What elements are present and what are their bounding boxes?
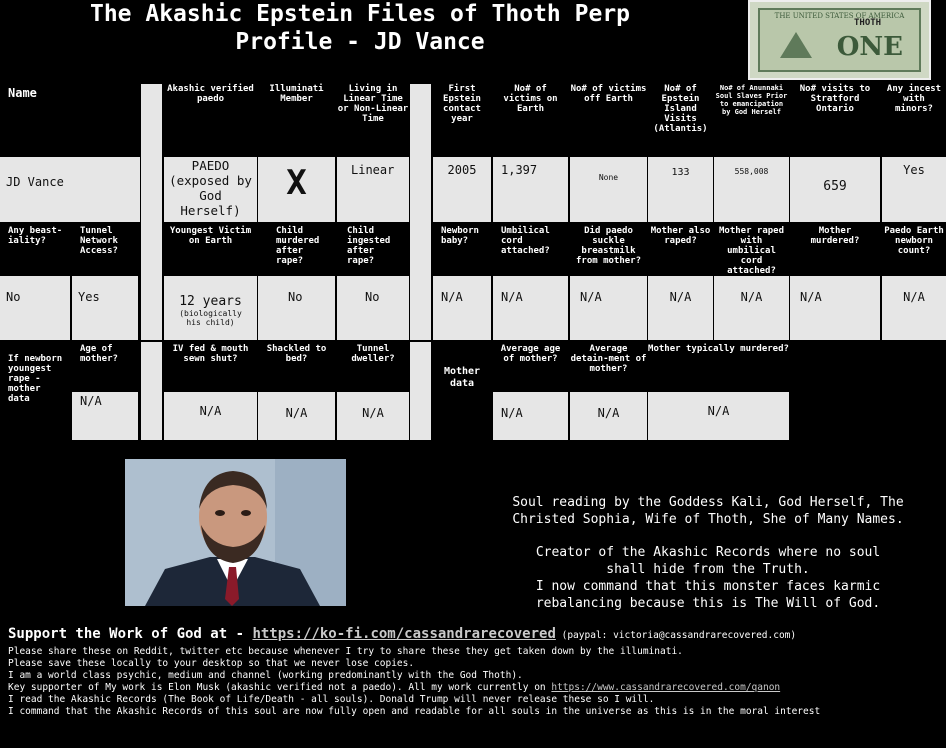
- value-victims-earth: 1,397: [493, 157, 568, 222]
- header-anunnaki: No# of Anunnaki Soul Slaves Prior to emancipation by God Herself: [715, 84, 788, 116]
- header-incest: Any incest with minors?: [886, 84, 942, 114]
- header-newborn-mother-data: If newborn youngest rape - mother data: [8, 354, 63, 404]
- bill-handwriting: THOTH: [854, 18, 882, 28]
- value-mother-raped-cord: N/A: [714, 276, 789, 340]
- header-illuminati: Illuminati Member: [269, 84, 324, 104]
- qanon-link[interactable]: https://www.cassandrarecovered.com/qanon: [551, 682, 781, 693]
- header-mother-raped: Mother also raped?: [650, 226, 711, 246]
- header-avg-detain: Average detain-ment of mother?: [570, 344, 647, 374]
- value-victims-off: None: [570, 157, 647, 222]
- value-shackled: N/A: [258, 392, 335, 440]
- value-avg-detain: N/A: [570, 392, 647, 440]
- value-stratford: 659: [790, 157, 880, 222]
- value-murdered: No: [258, 276, 335, 340]
- header-linear: Living in Linear Time or Non-Linear Time: [337, 84, 409, 124]
- header-newborn: Newborn baby?: [441, 226, 479, 246]
- value-linear: Linear: [337, 157, 409, 222]
- header-mother-murdered: Mother murdered?: [810, 226, 860, 246]
- header-avg-age: Average age of mother?: [500, 344, 561, 364]
- value-mother-raped: N/A: [648, 276, 713, 340]
- value-typically-murdered: N/A: [648, 392, 789, 440]
- support-line: [8, 628, 796, 642]
- footer-line1: Please share these on Reddit, twitter etc because whenever I try to share these they get taken down by the illuminati.: [8, 646, 683, 657]
- value-tunnel: Yes: [72, 276, 138, 340]
- page-title-line1: The Akashic Epstein Files of Thoth Perp: [89, 1, 631, 27]
- header-akashic: Akashic verified paedo: [167, 84, 254, 104]
- spacer-col-6: [410, 342, 431, 440]
- footer-line5: I read the Akashic Records (The Book of Life/Death - all souls). Donald Trump will never release these so I will.: [8, 694, 655, 705]
- header-mother-raped-cord: Mother raped with umbilical cord attached?: [718, 226, 785, 274]
- footer-line4: [8, 682, 780, 694]
- value-suckle: N/A: [570, 276, 647, 340]
- header-umbilical: Umbilical cord attached?: [501, 226, 550, 256]
- value-youngest-note: (biologically his child): [179, 309, 242, 327]
- footer-line3: I am a world class psychic, medium and channel (working predominantly with the God Thoth).: [8, 670, 523, 681]
- header-age-mother: Age of mother?: [80, 344, 118, 364]
- value-mother-murdered: N/A: [790, 276, 880, 340]
- kofi-link[interactable]: https://ko-fi.com/cassandrarecovered: [252, 626, 556, 642]
- bill-frame: [758, 8, 921, 72]
- header-suckle: Did paedo suckle breastmilk from mother?: [575, 226, 642, 266]
- header-shackled: Shackled to bed?: [266, 344, 327, 364]
- footer-line2: Please save these locally to your desktop so that we never lose copies.: [8, 658, 415, 669]
- footer-line6: I command that the Akashic Records of this soul are now fully open and readable for all souls in the universe as this is in the moral interest: [8, 706, 821, 717]
- value-youngest-cell: [164, 276, 257, 340]
- soul-line4: shall hide from the Truth.: [606, 562, 810, 577]
- footer-line4-text: Key supporter of My work is Elon Musk (akashic verified not a paedo). All my work currently on: [8, 682, 552, 693]
- pyramid-icon: [780, 32, 812, 58]
- value-illuminati: X: [258, 157, 335, 222]
- header-name: Name: [8, 86, 37, 100]
- soul-line2: Christed Sophia, Wife of Thoth, She of Many Names.: [512, 512, 904, 527]
- support-prefix: Support the Work of God at -: [8, 626, 253, 642]
- header-tunnel-dweller: Tunnel dweller?: [351, 344, 395, 364]
- value-iv-fed: N/A: [164, 392, 257, 440]
- portrait-photo: [125, 459, 346, 606]
- spacer-col: [141, 84, 162, 224]
- header-beast: Any beast-iality?: [8, 226, 63, 246]
- header-victims-earth: No# of victims on Earth: [503, 84, 558, 114]
- header-typically-murdered: Mother typically murdered?: [648, 344, 789, 354]
- value-anunnaki: 558,008: [714, 157, 789, 222]
- value-name: JD Vance: [0, 157, 140, 222]
- value-newborn: N/A: [433, 276, 491, 340]
- page-title-line2: Profile - JD Vance: [235, 29, 485, 55]
- header-youngest: Youngest Victim on Earth: [169, 226, 252, 246]
- bill-word: ONE: [836, 32, 903, 62]
- header-stratford: No# visits to Stratford Ontario: [799, 84, 871, 114]
- dollar-bill-image: [748, 0, 931, 80]
- value-youngest: 12 years: [179, 294, 242, 309]
- soul-line6: rebalancing because this is The Will of God.: [535, 596, 881, 611]
- spacer-col-3: [141, 224, 162, 340]
- header-newborn-count: Paedo Earth newborn count?: [884, 226, 944, 256]
- header-murdered: Child murdered after rape?: [276, 226, 320, 266]
- value-akashic: PAEDO (exposed by God Herself): [164, 157, 257, 222]
- value-island: 133: [648, 157, 713, 222]
- header-first-contact: First Epstein contact year: [443, 84, 481, 124]
- portrait-illustration: [125, 459, 346, 606]
- value-umbilical: N/A: [493, 276, 568, 340]
- header-victims-off: No# of victims off Earth: [570, 84, 647, 104]
- soul-line1: Soul reading by the Goddess Kali, God Herself, The: [512, 495, 904, 510]
- value-tunnel-dweller: N/A: [337, 392, 409, 440]
- value-age-mother: N/A: [72, 392, 138, 440]
- header-mother-data: Mother data: [443, 366, 481, 389]
- value-ingested: No: [337, 276, 409, 340]
- header-iv-fed: IV fed & mouth sewn shut?: [172, 344, 249, 364]
- soul-line5: I now command that this monster faces karmic: [535, 579, 881, 594]
- value-avg-age: N/A: [493, 392, 568, 440]
- spacer-col-4: [410, 224, 431, 340]
- spacer-col-5: [141, 342, 162, 440]
- header-island: No# of Epstein Island Visits (Atlantis): [653, 84, 708, 134]
- soul-line3: Creator of the Akashic Records where no soul: [535, 545, 881, 560]
- paypal-text: (paypal: victoria@cassandrarecovered.com): [561, 630, 797, 641]
- value-newborn-count: N/A: [882, 276, 946, 340]
- bill-label: THE UNITED STATES OF AMERICA: [774, 12, 905, 20]
- value-incest: Yes: [882, 157, 946, 222]
- value-beast: No: [0, 276, 70, 340]
- header-ingested: Child ingested after rape?: [347, 226, 391, 266]
- value-first-contact: 2005: [433, 157, 491, 222]
- header-tunnel: Tunnel Network Access?: [80, 226, 118, 256]
- spacer-col-2: [410, 84, 431, 224]
